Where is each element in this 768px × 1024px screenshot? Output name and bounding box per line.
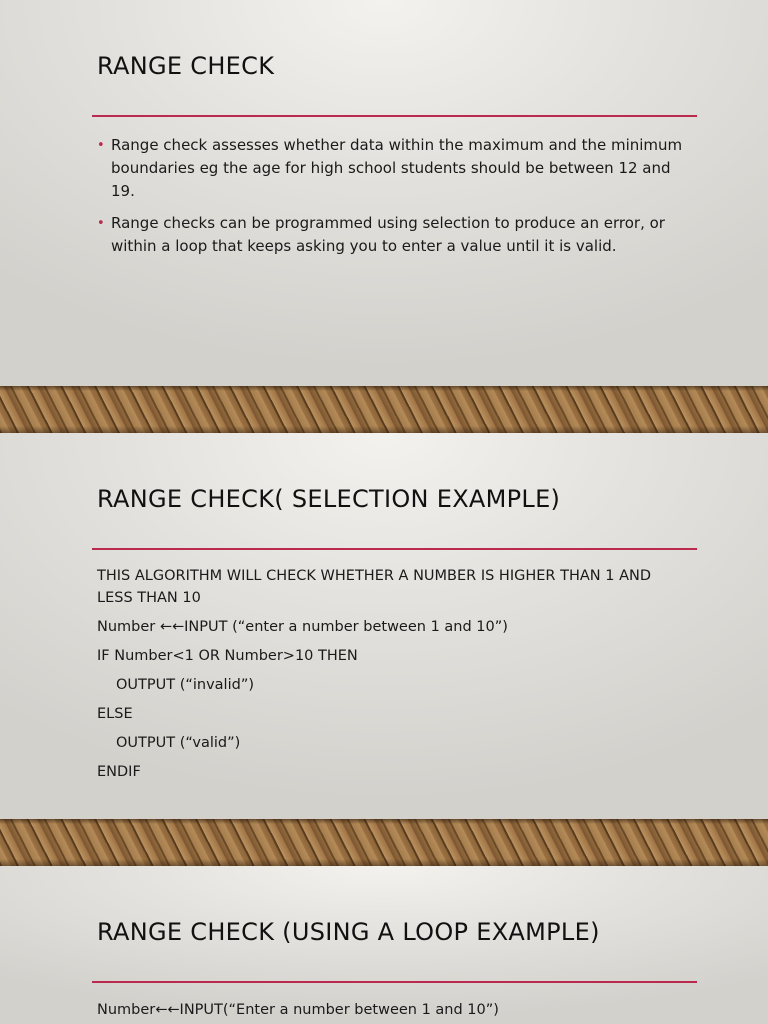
- code-line: Number ←←INPUT (“enter a number between 1 and 10”): [97, 619, 508, 635]
- bullet-dot-icon: •: [97, 138, 105, 153]
- bullet-dot-icon: •: [97, 216, 105, 231]
- slide-loop-example: [0, 866, 768, 1024]
- title-divider: [92, 115, 697, 117]
- title-divider: [92, 981, 697, 983]
- code-line: OUTPUT (“invalid”): [116, 677, 254, 693]
- bullet-text: Range check assesses whether data within the maximum and the minimum boundaries eg the age for high school students should be between 12 and 19.: [111, 136, 683, 200]
- slide-title: RANGE CHECK (USING A LOOP EXAMPLE): [97, 918, 600, 946]
- bullet-list: [97, 134, 687, 267]
- slide-title: RANGE CHECK: [97, 52, 275, 80]
- code-line: ELSE: [97, 706, 133, 722]
- pseudocode-block: [97, 999, 687, 1024]
- code-line: THIS ALGORITHM WILL CHECK WHETHER A NUMBER IS HIGHER THAN 1 AND LESS THAN 10: [97, 568, 656, 606]
- pseudocode-block: [97, 565, 687, 790]
- code-line: IF Number<1 OR Number>10 THEN: [97, 648, 358, 664]
- wood-floor-divider: [0, 819, 768, 866]
- code-line: ENDIF: [97, 764, 141, 780]
- title-divider: [92, 548, 697, 550]
- bullet-item: [97, 134, 687, 203]
- code-line: OUTPUT (“valid”): [116, 735, 241, 751]
- bullet-text: Range checks can be programmed using selection to produce an error, or within a loop that keeps asking you to enter a value until it is valid.: [111, 214, 665, 255]
- slide-range-check: [0, 0, 768, 386]
- bullet-item: [97, 212, 687, 258]
- wood-floor-divider: [0, 386, 768, 433]
- code-line: Number←←INPUT(“Enter a number between 1 and 10”): [97, 1002, 499, 1018]
- slide-selection-example: [0, 433, 768, 819]
- slide-title: RANGE CHECK( SELECTION EXAMPLE): [97, 485, 561, 513]
